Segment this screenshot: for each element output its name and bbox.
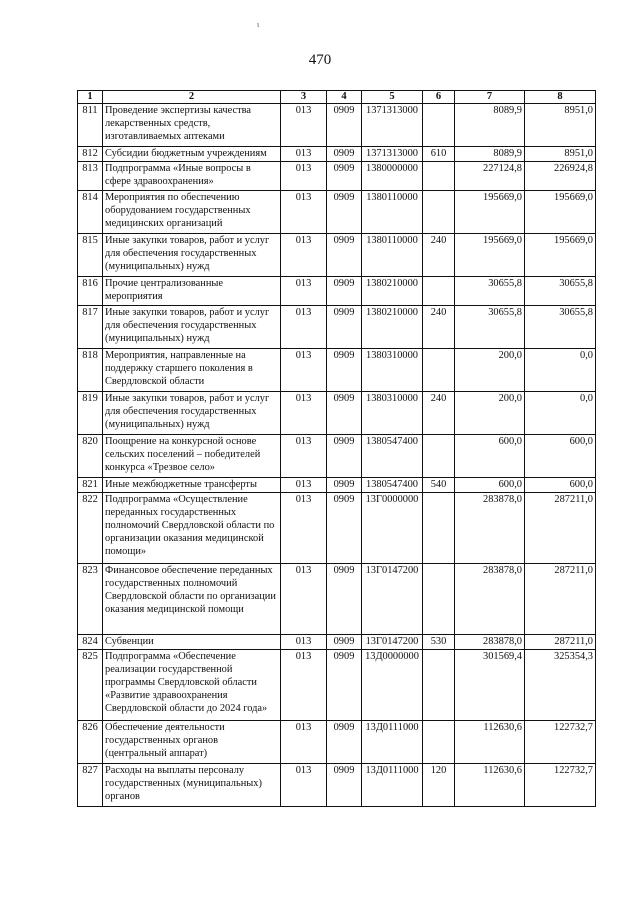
row-amount-2: 325354,3 [525, 650, 596, 721]
row-number: 816 [78, 277, 103, 306]
table-row [78, 306, 596, 349]
row-section-code: 0909 [327, 277, 362, 306]
row-name: Иные межбюджетные трансферты [103, 478, 281, 493]
row-amount-2: 195669,0 [525, 191, 596, 234]
row-section-code: 0909 [327, 147, 362, 162]
row-amount-2: 0,0 [525, 392, 596, 435]
row-number: 822 [78, 493, 103, 564]
row-section-code: 0909 [327, 650, 362, 721]
row-name: Подпрограмма «Обеспечение реализации государственной программы Свердловской области «Развитие здравоохранения Свердловской области до 2024 года» [103, 650, 281, 721]
row-number: 817 [78, 306, 103, 349]
row-expense-type [423, 493, 455, 564]
row-amount-2: 8951,0 [525, 104, 596, 147]
header-col-3: 3 [281, 91, 327, 104]
row-expense-type: 240 [423, 392, 455, 435]
row-amount-2: 30655,8 [525, 306, 596, 349]
table-row [78, 277, 596, 306]
row-number: 820 [78, 435, 103, 478]
row-section-code: 0909 [327, 234, 362, 277]
row-name: Подпрограмма «Осуществление переданных государственных полномочий Свердловской области по организации оказания медицинской помощи» [103, 493, 281, 564]
row-admin-code: 013 [281, 764, 327, 807]
row-amount-1: 283878,0 [455, 635, 525, 650]
table-row [78, 191, 596, 234]
table-row [78, 635, 596, 650]
row-target-code: 13Г0147200 [362, 564, 423, 635]
row-number: 819 [78, 392, 103, 435]
row-amount-2: 30655,8 [525, 277, 596, 306]
row-expense-type [423, 564, 455, 635]
row-amount-2: 600,0 [525, 435, 596, 478]
table-header [78, 91, 596, 104]
row-admin-code: 013 [281, 564, 327, 635]
row-name: Подпрограмма «Иные вопросы в сфере здравоохранения» [103, 162, 281, 191]
table-row [78, 392, 596, 435]
table-row [78, 764, 596, 807]
row-section-code: 0909 [327, 104, 362, 147]
header-col-4: 4 [327, 91, 362, 104]
table-row [78, 478, 596, 493]
row-amount-1: 112630,6 [455, 764, 525, 807]
row-target-code: 13Г0000000 [362, 493, 423, 564]
row-target-code: 1371313000 [362, 104, 423, 147]
row-admin-code: 013 [281, 392, 327, 435]
row-admin-code: 013 [281, 435, 327, 478]
row-amount-2: 287211,0 [525, 493, 596, 564]
row-number: 824 [78, 635, 103, 650]
table-row [78, 234, 596, 277]
row-amount-2: 0,0 [525, 349, 596, 392]
row-admin-code: 013 [281, 234, 327, 277]
row-number: 814 [78, 191, 103, 234]
table-row [78, 435, 596, 478]
header-col-6: 6 [423, 91, 455, 104]
row-section-code: 0909 [327, 349, 362, 392]
row-amount-1: 600,0 [455, 435, 525, 478]
row-number: 823 [78, 564, 103, 635]
row-amount-1: 30655,8 [455, 277, 525, 306]
table-row [78, 650, 596, 721]
row-admin-code: 013 [281, 493, 327, 564]
row-expense-type [423, 435, 455, 478]
row-target-code: 1380210000 [362, 306, 423, 349]
row-section-code: 0909 [327, 306, 362, 349]
row-name: Финансовое обеспечение переданных государственных полномочий Свердловской области по организации оказания медицинской помощи [103, 564, 281, 635]
row-name: Расходы на выплаты персоналу государственных (муниципальных) органов [103, 764, 281, 807]
row-section-code: 0909 [327, 191, 362, 234]
row-section-code: 0909 [327, 392, 362, 435]
row-name: Обеспечение деятельности государственных органов (центральный аппарат) [103, 721, 281, 764]
row-number: 812 [78, 147, 103, 162]
row-number: 827 [78, 764, 103, 807]
row-target-code: 1380310000 [362, 349, 423, 392]
row-expense-type [423, 104, 455, 147]
row-target-code: 13Д0111000 [362, 764, 423, 807]
row-amount-1: 195669,0 [455, 191, 525, 234]
row-expense-type [423, 721, 455, 764]
scan-speck: ι [257, 20, 260, 29]
row-name: Мероприятия, направленные на поддержку старшего поколения в Свердловской области [103, 349, 281, 392]
header-col-7: 7 [455, 91, 525, 104]
row-amount-1: 200,0 [455, 392, 525, 435]
row-admin-code: 013 [281, 306, 327, 349]
row-expense-type [423, 162, 455, 191]
row-number: 818 [78, 349, 103, 392]
table-row [78, 104, 596, 147]
row-expense-type [423, 650, 455, 721]
row-expense-type: 240 [423, 234, 455, 277]
row-expense-type: 240 [423, 306, 455, 349]
row-amount-2: 226924,8 [525, 162, 596, 191]
row-amount-2: 195669,0 [525, 234, 596, 277]
row-amount-1: 30655,8 [455, 306, 525, 349]
header-col-1: 1 [78, 91, 103, 104]
row-number: 826 [78, 721, 103, 764]
row-admin-code: 013 [281, 349, 327, 392]
table-body [78, 104, 596, 807]
row-expense-type [423, 277, 455, 306]
row-admin-code: 013 [281, 478, 327, 493]
row-target-code: 1371313000 [362, 147, 423, 162]
row-amount-2: 122732,7 [525, 764, 596, 807]
row-target-code: 13Г0147200 [362, 635, 423, 650]
table-row [78, 721, 596, 764]
header-col-5: 5 [362, 91, 423, 104]
row-name: Иные закупки товаров, работ и услуг для обеспечения государственных (муниципальных) нужд [103, 392, 281, 435]
row-expense-type [423, 349, 455, 392]
row-name: Субвенции [103, 635, 281, 650]
row-target-code: 1380547400 [362, 435, 423, 478]
row-number: 815 [78, 234, 103, 277]
row-expense-type: 540 [423, 478, 455, 493]
row-amount-1: 200,0 [455, 349, 525, 392]
budget-table [77, 90, 596, 807]
row-target-code: 1380000000 [362, 162, 423, 191]
row-amount-2: 600,0 [525, 478, 596, 493]
row-amount-2: 287211,0 [525, 635, 596, 650]
row-section-code: 0909 [327, 721, 362, 764]
row-section-code: 0909 [327, 564, 362, 635]
row-admin-code: 013 [281, 650, 327, 721]
row-section-code: 0909 [327, 162, 362, 191]
page-number: 470 [308, 52, 332, 68]
row-amount-1: 112630,6 [455, 721, 525, 764]
row-section-code: 0909 [327, 635, 362, 650]
header-col-8: 8 [525, 91, 596, 104]
row-target-code: 1380110000 [362, 234, 423, 277]
table-row [78, 349, 596, 392]
row-name: Иные закупки товаров, работ и услуг для обеспечения государственных (муниципальных) нужд [103, 306, 281, 349]
row-name: Прочие централизованные мероприятия [103, 277, 281, 306]
row-amount-1: 600,0 [455, 478, 525, 493]
row-amount-1: 195669,0 [455, 234, 525, 277]
table-row [78, 162, 596, 191]
row-expense-type: 610 [423, 147, 455, 162]
row-expense-type [423, 191, 455, 234]
row-amount-1: 8089,9 [455, 104, 525, 147]
row-admin-code: 013 [281, 191, 327, 234]
row-admin-code: 013 [281, 147, 327, 162]
row-target-code: 13Д0000000 [362, 650, 423, 721]
row-section-code: 0909 [327, 435, 362, 478]
row-name: Поощрение на конкурсной основе сельских поселений – победителей конкурса «Трезвое село» [103, 435, 281, 478]
row-section-code: 0909 [327, 478, 362, 493]
row-target-code: 1380310000 [362, 392, 423, 435]
row-amount-1: 227124,8 [455, 162, 525, 191]
row-admin-code: 013 [281, 104, 327, 147]
row-name: Мероприятия по обеспечению оборудованием государственных медицинских организаций [103, 191, 281, 234]
row-amount-2: 122732,7 [525, 721, 596, 764]
row-amount-2: 287211,0 [525, 564, 596, 635]
row-target-code: 1380547400 [362, 478, 423, 493]
row-number: 811 [78, 104, 103, 147]
row-admin-code: 013 [281, 635, 327, 650]
row-amount-1: 283878,0 [455, 564, 525, 635]
table-row [78, 564, 596, 635]
table-row [78, 147, 596, 162]
row-section-code: 0909 [327, 493, 362, 564]
row-number: 821 [78, 478, 103, 493]
row-target-code: 1380110000 [362, 191, 423, 234]
row-amount-1: 8089,9 [455, 147, 525, 162]
row-expense-type: 530 [423, 635, 455, 650]
row-name: Проведение экспертизы качества лекарственных средств, изготавливаемых аптеками [103, 104, 281, 147]
header-row [78, 91, 596, 104]
row-name: Субсидии бюджетным учреждениям [103, 147, 281, 162]
row-expense-type: 120 [423, 764, 455, 807]
row-section-code: 0909 [327, 764, 362, 807]
row-admin-code: 013 [281, 162, 327, 191]
table-row [78, 493, 596, 564]
row-target-code: 1380210000 [362, 277, 423, 306]
header-col-2: 2 [103, 91, 281, 104]
row-admin-code: 013 [281, 721, 327, 764]
row-number: 813 [78, 162, 103, 191]
row-name: Иные закупки товаров, работ и услуг для обеспечения государственных (муниципальных) нужд [103, 234, 281, 277]
row-amount-2: 8951,0 [525, 147, 596, 162]
row-amount-1: 301569,4 [455, 650, 525, 721]
row-target-code: 13Д0111000 [362, 721, 423, 764]
row-amount-1: 283878,0 [455, 493, 525, 564]
row-admin-code: 013 [281, 277, 327, 306]
row-number: 825 [78, 650, 103, 721]
